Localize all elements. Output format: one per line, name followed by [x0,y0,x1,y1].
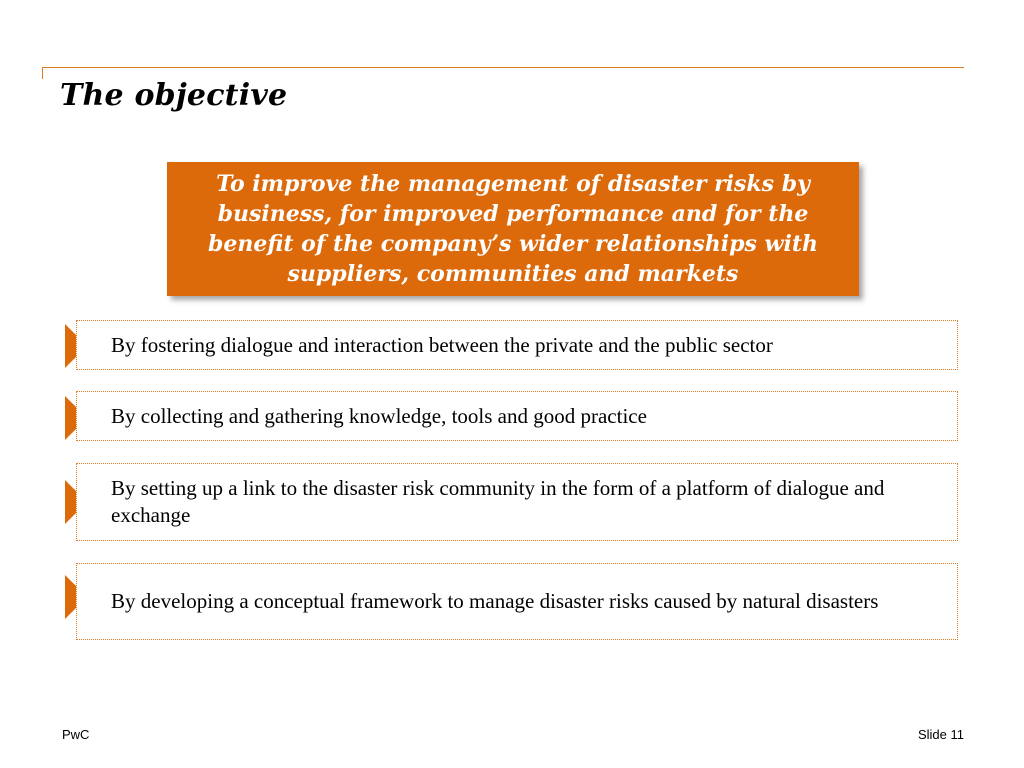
objective-item-text: By developing a conceptual framework to manage disaster risks caused by natural disasters [111,589,879,613]
objective-item-2 [76,391,958,441]
objective-item-4 [76,563,958,640]
top-rule [42,67,964,68]
corner-tick [42,67,43,79]
objective-item-text: By collecting and gathering knowledge, tools and good practice [111,403,647,428]
footer-brand: PwC [62,727,90,742]
objective-item-3 [76,463,958,541]
slide-number: Slide 11 [917,727,964,742]
objective-item-text: By fostering dialogue and interaction between the private and the public sector [111,332,773,357]
slide-title: The objective [60,78,288,113]
objective-text: To improve the management of disaster risks by business, for improved performance and for the benefit of the company’s wider relationships with suppliers, communities and markets [207,171,818,287]
objective-item-text: By setting up a link to the disaster risk community in the form of a platform of dialogue and exchange [111,476,885,527]
objective-item-1 [76,320,958,370]
objective-box [167,162,859,296]
